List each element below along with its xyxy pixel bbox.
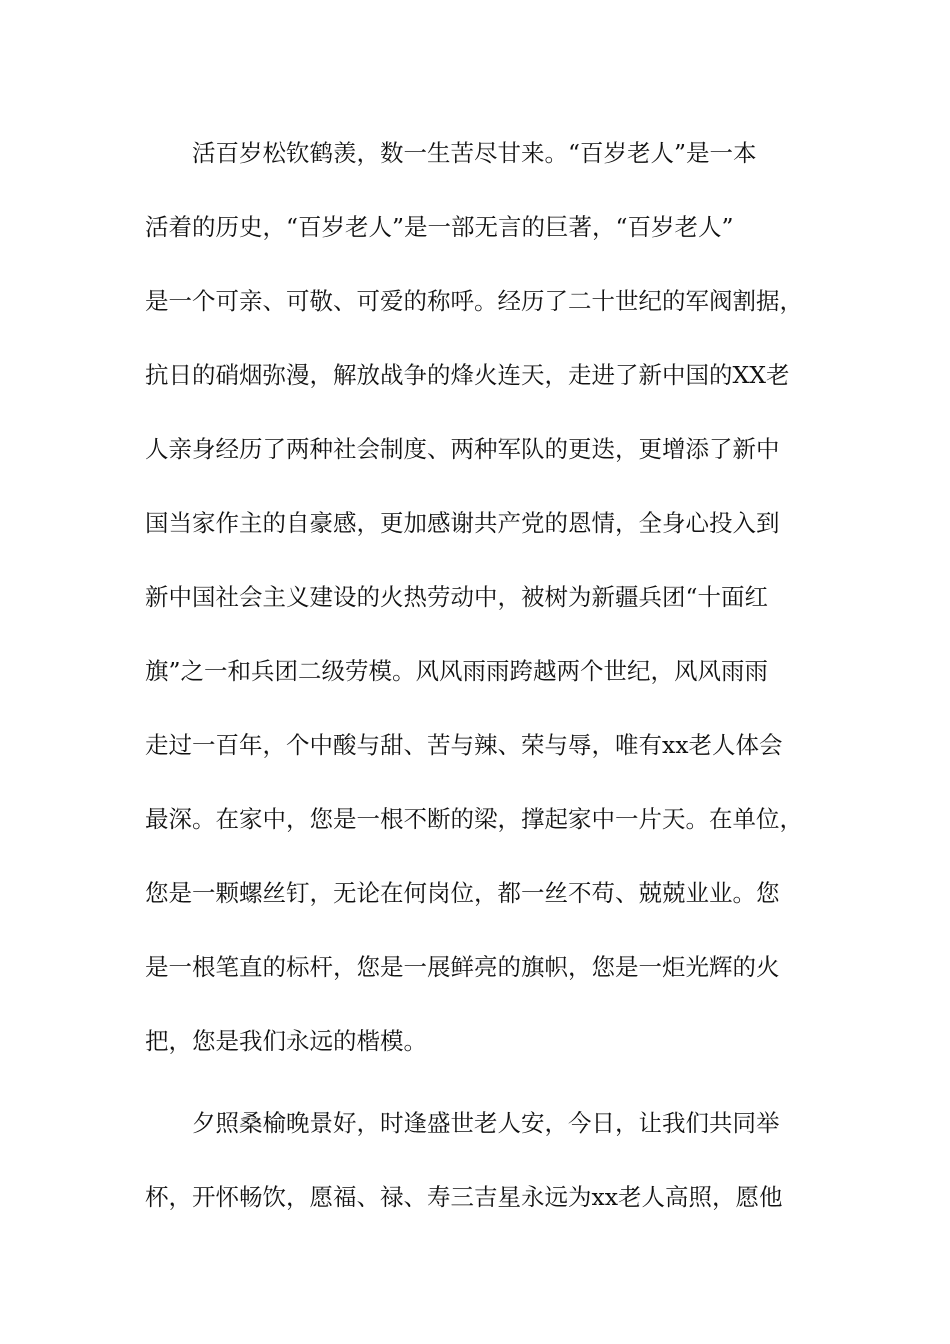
- paragraph-2-line-1: 夕照桑榆晚景好，时逢盛世老人安，今日，让我们共同举: [192, 1109, 780, 1137]
- paragraph-1-line-6: 国当家作主的自豪感，更加感谢共产党的恩情，全身心投入到: [145, 509, 780, 537]
- paragraph-1-line-5: 人亲身经历了两种社会制度、两种军队的更迭，更增添了新中: [145, 435, 780, 463]
- paragraph-1-line-7: 新中国社会主义建设的火热劳动中，被树为新疆兵团“十面红: [145, 583, 769, 611]
- paragraph-1-line-8: 旗”之一和兵团二级劳模。风风雨雨跨越两个世纪，风风雨雨: [145, 657, 769, 685]
- paragraph-1-line-10: 最深。在家中，您是一根不断的梁，撑起家中一片天。在单位，: [145, 805, 803, 833]
- paragraph-1-line-2: 活着的历史，“百岁老人”是一部无言的巨著，“百岁老人”: [145, 213, 734, 241]
- paragraph-1-line-13: 把，您是我们永远的楷模。: [145, 1027, 427, 1055]
- paragraph-1-line-3: 是一个可亲、可敬、可爱的称呼。经历了二十世纪的军阀割据，: [145, 287, 803, 315]
- paragraph-1-line-1: 活百岁松钦鹤羡，数一生苦尽甘来。“百岁老人”是一本: [192, 139, 757, 167]
- paragraph-1-line-4: 抗日的硝烟弥漫，解放战争的烽火连天，走进了新中国的XX老: [145, 361, 790, 389]
- paragraph-1-line-9: 走过一百年，个中酸与甜、苦与辣、荣与辱，唯有xx老人体会: [145, 731, 783, 759]
- paragraph-1-line-12: 是一根笔直的标杆，您是一展鲜亮的旗帜，您是一炬光辉的火: [145, 953, 780, 981]
- paragraph-1-line-11: 您是一颗螺丝钉，无论在何岗位，都一丝不苟、兢兢业业。您: [145, 879, 780, 907]
- paragraph-2-line-2: 杯，开怀畅饮，愿福、禄、寿三吉星永远为xx老人高照，愿他: [145, 1183, 783, 1211]
